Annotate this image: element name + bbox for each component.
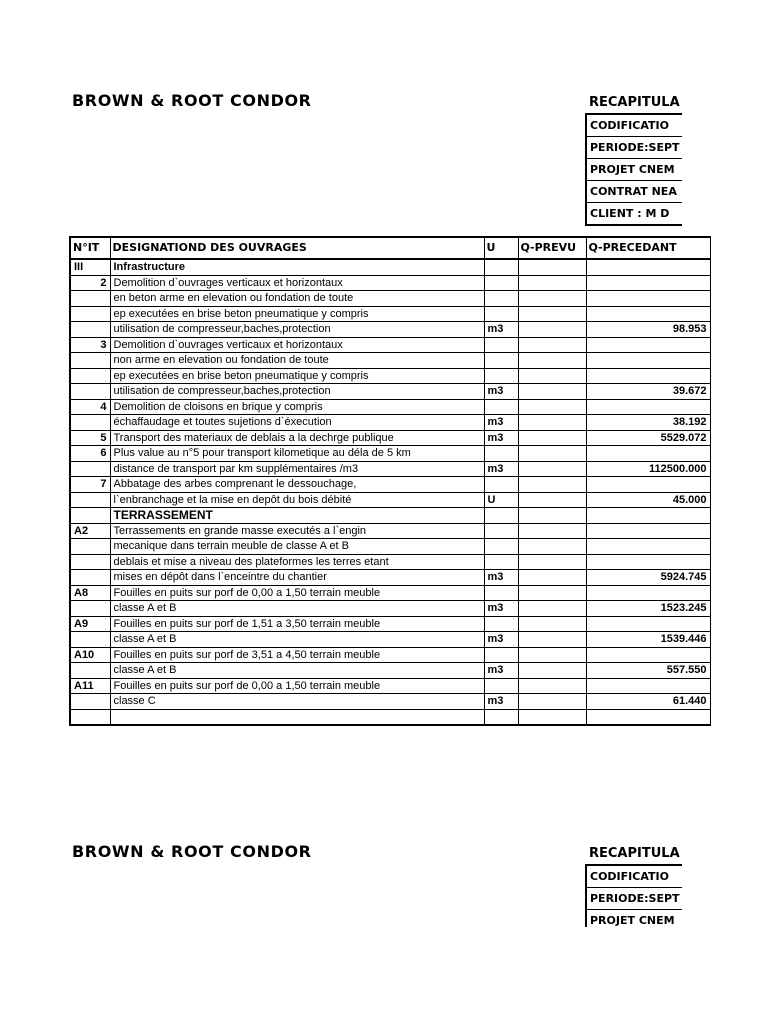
cell-q-prevu bbox=[518, 291, 586, 307]
cell-unit: m3 bbox=[484, 632, 518, 648]
cell-unit bbox=[484, 399, 518, 415]
cell-item-no: III bbox=[70, 259, 110, 275]
cell-item-no: 7 bbox=[70, 477, 110, 493]
cell-item-no bbox=[70, 368, 110, 384]
cell-item-no bbox=[70, 694, 110, 710]
cell-designation: classe C bbox=[110, 694, 484, 710]
cell-designation: mecanique dans terrain meuble de classe A et B bbox=[110, 539, 484, 555]
info-client: CLIENT : M D bbox=[587, 203, 682, 226]
cell-q-precedant bbox=[586, 446, 710, 462]
cell-q-precedant bbox=[586, 523, 710, 539]
table-row bbox=[70, 446, 710, 462]
cell-q-prevu bbox=[518, 337, 586, 353]
cell-unit: m3 bbox=[484, 322, 518, 338]
cell-designation: Fouilles en puits sur porf de 0,00 a 1,50 terrain meuble bbox=[110, 585, 484, 601]
cell-q-prevu bbox=[518, 322, 586, 338]
cell-designation: non arme en elevation ou fondation de toute bbox=[110, 353, 484, 369]
cell-designation: en beton arme en elevation ou fondation de toute bbox=[110, 291, 484, 307]
cell-q-precedant bbox=[586, 291, 710, 307]
cell-unit bbox=[484, 508, 518, 524]
cell-q-precedant: 112500.000 bbox=[586, 461, 710, 477]
cell-designation: ep executées en brise beton pneumatique y compris bbox=[110, 306, 484, 322]
info-projet: PROJET CNEM bbox=[587, 159, 682, 181]
cell-designation: échaffaudage et toutes sujetions d`éxecution bbox=[110, 415, 484, 431]
table-row bbox=[70, 430, 710, 446]
cell-designation: ep executées en brise beton pneumatique y compris bbox=[110, 368, 484, 384]
cell-q-prevu bbox=[518, 539, 586, 555]
cell-q-precedant bbox=[586, 647, 710, 663]
header-q-precedant: Q-PRECEDANT bbox=[586, 237, 710, 259]
cell-q-prevu bbox=[518, 446, 586, 462]
cell-designation: Infrastructure bbox=[110, 259, 484, 275]
cell-unit: m3 bbox=[484, 570, 518, 586]
cell-q-precedant: 5924.745 bbox=[586, 570, 710, 586]
company-name: BROWN & ROOT CONDOR bbox=[72, 91, 312, 110]
cell-q-precedant: 39.672 bbox=[586, 384, 710, 400]
cell-designation: Abbatage des arbes comprenant le dessouchage, bbox=[110, 477, 484, 493]
cell-item-no: A8 bbox=[70, 585, 110, 601]
cell-q-prevu bbox=[518, 477, 586, 493]
cell-item-no: 3 bbox=[70, 337, 110, 353]
cell-unit bbox=[484, 709, 518, 725]
cell-q-precedant bbox=[586, 709, 710, 725]
cell-unit: m3 bbox=[484, 415, 518, 431]
cell-designation: classe A et B bbox=[110, 601, 484, 617]
header-designation: DESIGNATIOND DES OUVRAGES bbox=[110, 237, 484, 259]
cell-designation: l`enbranchage et la mise en depôt du bois débité bbox=[110, 492, 484, 508]
cell-q-precedant: 98.953 bbox=[586, 322, 710, 338]
table-row bbox=[70, 384, 710, 400]
table-row bbox=[70, 508, 710, 524]
table-row bbox=[70, 337, 710, 353]
cell-item-no: A9 bbox=[70, 616, 110, 632]
table-row bbox=[70, 368, 710, 384]
cell-unit: m3 bbox=[484, 601, 518, 617]
cell-q-prevu bbox=[518, 368, 586, 384]
cell-item-no bbox=[70, 570, 110, 586]
cell-q-precedant bbox=[586, 399, 710, 415]
cell-item-no bbox=[70, 461, 110, 477]
cell-unit bbox=[484, 647, 518, 663]
cell-q-precedant bbox=[586, 353, 710, 369]
cell-designation: Fouilles en puits sur porf de 0,00 a 1,50 terrain meuble bbox=[110, 678, 484, 694]
cell-q-precedant bbox=[586, 306, 710, 322]
cell-q-prevu bbox=[518, 601, 586, 617]
table-row bbox=[70, 554, 710, 570]
cell-item-no bbox=[70, 353, 110, 369]
table-row bbox=[70, 601, 710, 617]
cell-q-prevu bbox=[518, 259, 586, 275]
company-name-2: BROWN & ROOT CONDOR bbox=[72, 842, 312, 861]
table-row bbox=[70, 632, 710, 648]
cell-item-no bbox=[70, 539, 110, 555]
cell-q-precedant bbox=[586, 678, 710, 694]
cell-item-no: 2 bbox=[70, 275, 110, 291]
cell-q-prevu bbox=[518, 632, 586, 648]
info-projet: PROJET CNEM bbox=[590, 914, 675, 927]
table-row bbox=[70, 539, 710, 555]
cell-q-precedant bbox=[586, 554, 710, 570]
cell-q-precedant bbox=[586, 508, 710, 524]
cell-item-no: 5 bbox=[70, 430, 110, 446]
cell-unit: m3 bbox=[484, 694, 518, 710]
cell-designation: mises en dépôt dans l`enceintre du chantier bbox=[110, 570, 484, 586]
cell-q-prevu bbox=[518, 492, 586, 508]
table-header-row bbox=[70, 237, 710, 259]
cell-designation: deblais et mise a niveau des plateformes les terres etant bbox=[110, 554, 484, 570]
cell-designation: classe A et B bbox=[110, 632, 484, 648]
cell-unit: U bbox=[484, 492, 518, 508]
table-row bbox=[70, 399, 710, 415]
cell-unit bbox=[484, 306, 518, 322]
cell-q-precedant bbox=[586, 539, 710, 555]
table-row bbox=[70, 585, 710, 601]
cell-q-prevu bbox=[518, 585, 586, 601]
cell-q-prevu bbox=[518, 306, 586, 322]
cell-q-prevu bbox=[518, 678, 586, 694]
table-row bbox=[70, 322, 710, 338]
cell-unit bbox=[484, 353, 518, 369]
cell-designation: utilisation de compresseur,baches,protection bbox=[110, 384, 484, 400]
info-periode: PERIODE:SEPT bbox=[587, 888, 682, 910]
cell-item-no bbox=[70, 601, 110, 617]
table-row bbox=[70, 461, 710, 477]
cell-unit: m3 bbox=[484, 430, 518, 446]
cell-q-prevu bbox=[518, 663, 586, 679]
cell-item-no: 4 bbox=[70, 399, 110, 415]
table-row bbox=[70, 259, 710, 275]
cell-designation: Terrassements en grande masse executés a l`engin bbox=[110, 523, 484, 539]
cell-q-precedant bbox=[586, 477, 710, 493]
cell-unit bbox=[484, 554, 518, 570]
cell-q-prevu bbox=[518, 616, 586, 632]
cell-designation: classe A et B bbox=[110, 663, 484, 679]
cell-unit bbox=[484, 368, 518, 384]
cell-q-prevu bbox=[518, 275, 586, 291]
cell-q-prevu bbox=[518, 523, 586, 539]
table-row bbox=[70, 709, 710, 725]
table-row bbox=[70, 663, 710, 679]
info-periode: PERIODE:SEPT bbox=[587, 137, 682, 159]
cell-item-no bbox=[70, 663, 110, 679]
cell-unit bbox=[484, 337, 518, 353]
cell-unit bbox=[484, 291, 518, 307]
table-row bbox=[70, 306, 710, 322]
cell-unit bbox=[484, 275, 518, 291]
cell-designation: Demolition de cloisons en brique y compris bbox=[110, 399, 484, 415]
cell-designation: Demolition d`ouvrages verticaux et horizontaux bbox=[110, 275, 484, 291]
cell-q-prevu bbox=[518, 353, 586, 369]
cell-q-precedant bbox=[586, 259, 710, 275]
table-row bbox=[70, 694, 710, 710]
cell-unit bbox=[484, 539, 518, 555]
cell-q-precedant: 38.192 bbox=[586, 415, 710, 431]
cell-designation: Fouilles en puits sur porf de 3,51 a 4,50 terrain meuble bbox=[110, 647, 484, 663]
cell-q-precedant bbox=[586, 337, 710, 353]
cell-designation bbox=[110, 709, 484, 725]
info-codification: CODIFICATIO bbox=[587, 866, 682, 888]
cell-designation: Fouilles en puits sur porf de 1,51 a 3,50 terrain meuble bbox=[110, 616, 484, 632]
info-contrat: CONTRAT NEA bbox=[587, 181, 682, 203]
cell-item-no: A10 bbox=[70, 647, 110, 663]
cell-item-no bbox=[70, 508, 110, 524]
cell-item-no: A2 bbox=[70, 523, 110, 539]
header-q-prevu: Q-PREVU bbox=[518, 237, 586, 259]
cell-q-prevu bbox=[518, 415, 586, 431]
table-row bbox=[70, 616, 710, 632]
cell-item-no: 6 bbox=[70, 446, 110, 462]
recap-title-2: RECAPITULA bbox=[589, 846, 680, 861]
cell-unit bbox=[484, 446, 518, 462]
table-row bbox=[70, 523, 710, 539]
header-item-no: N°IT bbox=[70, 237, 110, 259]
cell-q-prevu bbox=[518, 694, 586, 710]
cell-designation: Plus value au n°5 pour transport kilometique au déla de 5 km bbox=[110, 446, 484, 462]
table-row bbox=[70, 353, 710, 369]
project-info-box bbox=[585, 113, 682, 226]
cell-q-prevu bbox=[518, 430, 586, 446]
quantities-table-wrap bbox=[69, 236, 707, 726]
cell-q-precedant: 1539.446 bbox=[586, 632, 710, 648]
cell-unit bbox=[484, 259, 518, 275]
table-row bbox=[70, 492, 710, 508]
cell-item-no: A11 bbox=[70, 678, 110, 694]
cell-item-no bbox=[70, 709, 110, 725]
table-row bbox=[70, 275, 710, 291]
cell-item-no bbox=[70, 291, 110, 307]
cell-designation: Transport des materiaux de deblais a la dechrge publique bbox=[110, 430, 484, 446]
cell-item-no bbox=[70, 322, 110, 338]
cell-item-no bbox=[70, 492, 110, 508]
cell-designation: utilisation de compresseur,baches,protection bbox=[110, 322, 484, 338]
cell-unit bbox=[484, 523, 518, 539]
cell-designation: Demolition d`ouvrages verticaux et horizontaux bbox=[110, 337, 484, 353]
table-row bbox=[70, 291, 710, 307]
info-codification: CODIFICATIO bbox=[587, 115, 682, 137]
table-row bbox=[70, 415, 710, 431]
cell-q-prevu bbox=[518, 709, 586, 725]
cell-unit: m3 bbox=[484, 461, 518, 477]
cell-unit: m3 bbox=[484, 384, 518, 400]
cell-q-prevu bbox=[518, 399, 586, 415]
table-row bbox=[70, 647, 710, 663]
cell-item-no bbox=[70, 306, 110, 322]
cell-q-prevu bbox=[518, 647, 586, 663]
cell-unit bbox=[484, 678, 518, 694]
cell-q-prevu bbox=[518, 461, 586, 477]
cell-unit bbox=[484, 477, 518, 493]
cell-q-precedant: 45.000 bbox=[586, 492, 710, 508]
cell-item-no bbox=[70, 554, 110, 570]
cell-q-prevu bbox=[518, 554, 586, 570]
cell-q-prevu bbox=[518, 508, 586, 524]
cell-q-precedant bbox=[586, 275, 710, 291]
cell-item-no bbox=[70, 415, 110, 431]
cell-designation: TERRASSEMENT bbox=[110, 508, 484, 524]
header-unit: U bbox=[484, 237, 518, 259]
table-row bbox=[70, 678, 710, 694]
table-body bbox=[70, 259, 710, 725]
cell-q-prevu bbox=[518, 570, 586, 586]
cell-q-precedant: 5529.072 bbox=[586, 430, 710, 446]
cell-unit bbox=[484, 616, 518, 632]
cell-q-precedant: 1523.245 bbox=[586, 601, 710, 617]
cell-q-precedant: 557.550 bbox=[586, 663, 710, 679]
quantities-table bbox=[69, 236, 711, 726]
cell-unit bbox=[484, 585, 518, 601]
table-row bbox=[70, 477, 710, 493]
cell-q-prevu bbox=[518, 384, 586, 400]
cell-q-precedant bbox=[586, 616, 710, 632]
cell-item-no bbox=[70, 632, 110, 648]
cell-q-precedant bbox=[586, 585, 710, 601]
cell-unit: m3 bbox=[484, 663, 518, 679]
table-row bbox=[70, 570, 710, 586]
project-info-box-2 bbox=[585, 864, 682, 927]
recap-title: RECAPITULA bbox=[589, 95, 680, 110]
cell-designation: distance de transport par km supplémentaires /m3 bbox=[110, 461, 484, 477]
cell-q-precedant bbox=[586, 368, 710, 384]
cell-q-precedant: 61.440 bbox=[586, 694, 710, 710]
cell-item-no bbox=[70, 384, 110, 400]
